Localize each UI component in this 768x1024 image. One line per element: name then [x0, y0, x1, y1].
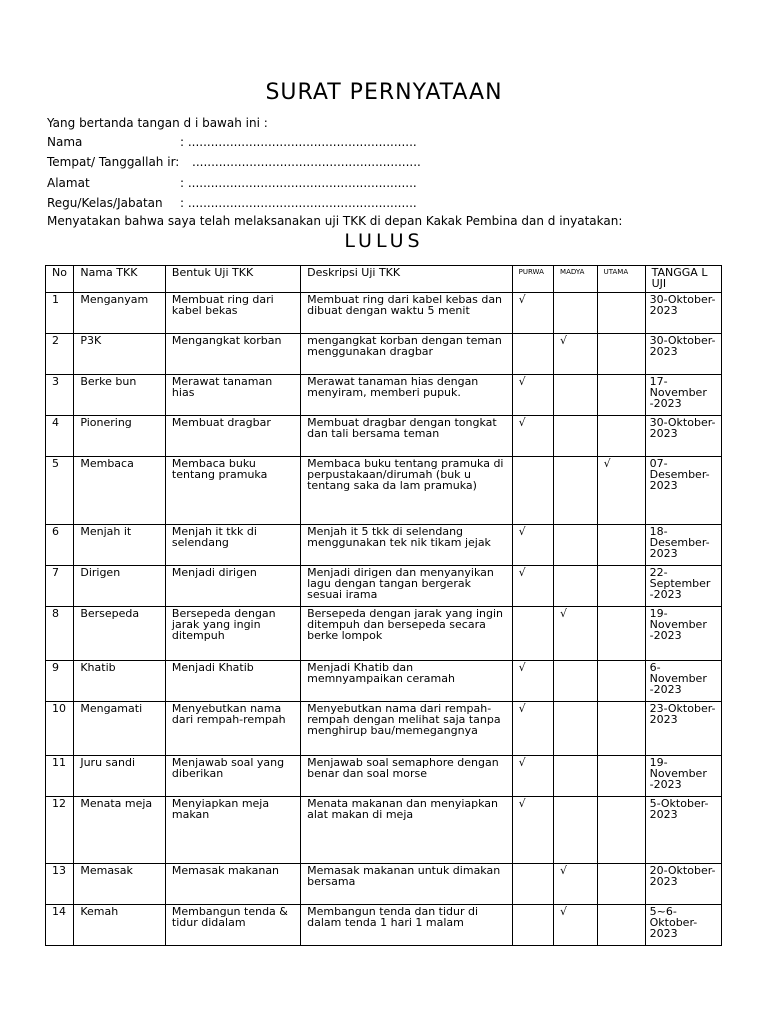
cell-no: 9	[46, 661, 74, 702]
cell-utama	[597, 756, 645, 797]
check-mark-icon: √	[603, 457, 611, 470]
cell-purwa	[512, 375, 553, 416]
cell-madya	[554, 525, 598, 566]
cell-utama	[597, 702, 645, 756]
cell-purwa	[512, 661, 553, 702]
cell-no: 12	[46, 797, 74, 864]
cell-utama	[597, 375, 645, 416]
cell-nama: Kemah	[74, 905, 166, 946]
cell-nama: Memasak	[74, 864, 166, 905]
cell-nama: Menata meja	[74, 797, 166, 864]
cell-purwa	[512, 525, 553, 566]
cell-nama: Juru sandi	[74, 756, 166, 797]
cell-deskripsi: Menjadi Khatib dan memnyampaikan ceramah	[301, 661, 513, 702]
cell-tanggal: 6-November -2023	[645, 661, 721, 702]
cell-madya	[554, 457, 598, 525]
cell-nama: Bersepeda	[74, 607, 166, 661]
cell-deskripsi: Menyebutkan nama dari rempah-rempah dengan melihat saja tanpa menghirup bau/memegangnya	[301, 702, 513, 756]
cell-tanggal: 19-November -2023	[645, 607, 721, 661]
table-row	[46, 416, 722, 457]
cell-no: 11	[46, 756, 74, 797]
cell-purwa	[512, 293, 553, 334]
cell-bentuk: Memasak makanan	[165, 864, 300, 905]
cell-nama: Mengamati	[74, 702, 166, 756]
cell-tanggal: 17-November -2023	[645, 375, 721, 416]
cell-madya	[554, 416, 598, 457]
cell-tanggal: 23-Oktober-2023	[645, 702, 721, 756]
cell-no: 2	[46, 334, 74, 375]
cell-nama: Berke bun	[74, 375, 166, 416]
cell-tanggal: 22-September -2023	[645, 566, 721, 607]
cell-deskripsi: Menjawab soal semaphore dengan benar dan soal morse	[301, 756, 513, 797]
field-value: : ............................................................	[180, 135, 417, 149]
table-row	[46, 797, 722, 864]
cell-madya	[554, 702, 598, 756]
cell-tanggal: 18-Desember-2023	[645, 525, 721, 566]
header-purwa: PURWA	[512, 266, 553, 293]
cell-no: 6	[46, 525, 74, 566]
table-row	[46, 457, 722, 525]
cell-tanggal: 30-Oktober-2023	[645, 416, 721, 457]
cell-purwa	[512, 334, 553, 375]
cell-deskripsi: Menjadi dirigen dan menyanyikan lagu dengan tangan bergerak sesuai irama	[301, 566, 513, 607]
result-heading: LULUS	[344, 230, 424, 252]
cell-bentuk: Menjawab soal yang diberikan	[165, 756, 300, 797]
field-label: Alamat	[47, 176, 90, 190]
table-header-row	[46, 266, 722, 293]
cell-bentuk: Membuat ring dari kabel bekas	[165, 293, 300, 334]
check-mark-icon: √	[560, 334, 568, 347]
cell-bentuk: Membaca buku tentang pramuka	[165, 457, 300, 525]
cell-madya	[554, 293, 598, 334]
check-mark-icon: √	[518, 797, 526, 810]
cell-bentuk: Menjadi dirigen	[165, 566, 300, 607]
check-mark-icon: √	[518, 702, 526, 715]
cell-madya	[554, 334, 598, 375]
cell-bentuk: Menyiapkan meja makan	[165, 797, 300, 864]
cell-bentuk: Bersepeda dengan jarak yang ingin ditempuh	[165, 607, 300, 661]
header-no: No	[46, 266, 74, 293]
check-mark-icon: √	[560, 607, 568, 620]
cell-no: 10	[46, 702, 74, 756]
cell-utama	[597, 525, 645, 566]
cell-utama	[597, 416, 645, 457]
cell-tanggal: 19-November -2023	[645, 756, 721, 797]
table-row	[46, 702, 722, 756]
tkk-table	[45, 265, 722, 946]
table-row	[46, 566, 722, 607]
cell-nama: Menganyam	[74, 293, 166, 334]
cell-no: 14	[46, 905, 74, 946]
check-mark-icon: √	[518, 293, 526, 306]
header-madya: MADYA	[554, 266, 598, 293]
field-value: : ............................................................	[180, 176, 417, 190]
cell-utama	[597, 293, 645, 334]
cell-no: 13	[46, 864, 74, 905]
cell-utama	[597, 607, 645, 661]
cell-tanggal: 30-Oktober-2023	[645, 293, 721, 334]
table-row	[46, 864, 722, 905]
cell-deskripsi: Membuat dragbar dengan tongkat dan tali bersama teman	[301, 416, 513, 457]
cell-deskripsi: Merawat tanaman hias dengan menyiram, memberi pupuk.	[301, 375, 513, 416]
table-row	[46, 525, 722, 566]
field-value: : ............................................................	[180, 196, 417, 210]
cell-deskripsi: Membuat ring dari kabel kebas dan dibuat dengan waktu 5 menit	[301, 293, 513, 334]
check-mark-icon: √	[560, 905, 568, 918]
check-mark-icon: √	[518, 525, 526, 538]
cell-purwa	[512, 416, 553, 457]
cell-purwa	[512, 566, 553, 607]
cell-deskripsi: Membaca buku tentang pramuka di perpustakaan/dirumah (buk u tentang saka da lam pramuka)	[301, 457, 513, 525]
check-mark-icon: √	[518, 661, 526, 674]
cell-nama: Khatib	[74, 661, 166, 702]
check-mark-icon: √	[518, 375, 526, 388]
cell-madya	[554, 756, 598, 797]
header-utama: UTAMA	[597, 266, 645, 293]
cell-nama: Dirigen	[74, 566, 166, 607]
cell-bentuk: Menyebutkan nama dari rempah-rempah	[165, 702, 300, 756]
cell-no: 7	[46, 566, 74, 607]
cell-madya	[554, 607, 598, 661]
cell-madya	[554, 864, 598, 905]
cell-purwa	[512, 797, 553, 864]
cell-nama: Pionering	[74, 416, 166, 457]
cell-tanggal: 5~6-Oktober-2023	[645, 905, 721, 946]
cell-tanggal: 5-Oktober-2023	[645, 797, 721, 864]
cell-purwa	[512, 864, 553, 905]
field-label: Nama	[47, 135, 83, 149]
cell-tanggal: 30-Oktober-2023	[645, 334, 721, 375]
table-row	[46, 607, 722, 661]
cell-madya	[554, 905, 598, 946]
cell-purwa	[512, 457, 553, 525]
page-title: SURAT PERNYATAAN	[265, 80, 503, 105]
cell-bentuk: Merawat tanaman hias	[165, 375, 300, 416]
cell-utama	[597, 566, 645, 607]
cell-no: 4	[46, 416, 74, 457]
table-row	[46, 905, 722, 946]
cell-purwa	[512, 905, 553, 946]
table-row	[46, 375, 722, 416]
cell-madya	[554, 566, 598, 607]
cell-bentuk: Mengangkat korban	[165, 334, 300, 375]
cell-utama	[597, 905, 645, 946]
cell-bentuk: Membuat dragbar	[165, 416, 300, 457]
cell-deskripsi: Memasak makanan untuk dimakan bersama	[301, 864, 513, 905]
cell-deskripsi: Menjah it 5 tkk di selendang menggunakan tek nik tikam jejak	[301, 525, 513, 566]
field-value: ............................................................	[192, 155, 421, 169]
field-label: Tempat/ Tanggallah ir:	[47, 155, 180, 169]
header-nama: Nama TKK	[74, 266, 166, 293]
table-row	[46, 756, 722, 797]
statement-text: Menyatakan bahwa saya telah melaksanakan uji TKK di depan Kakak Pembina dan d inyatakan:	[47, 214, 623, 228]
cell-bentuk: Menjah it tkk di selendang	[165, 525, 300, 566]
cell-deskripsi: Menata makanan dan menyiapkan alat makan di meja	[301, 797, 513, 864]
cell-no: 5	[46, 457, 74, 525]
cell-deskripsi: Membangun tenda dan tidur di dalam tenda 1 hari 1 malam	[301, 905, 513, 946]
cell-nama: P3K	[74, 334, 166, 375]
cell-tanggal: 20-Oktober-2023	[645, 864, 721, 905]
cell-utama	[597, 457, 645, 525]
check-mark-icon: √	[518, 756, 526, 769]
table-body	[46, 293, 722, 946]
table-row	[46, 334, 722, 375]
cell-utama	[597, 661, 645, 702]
table-row	[46, 293, 722, 334]
intro-text: Yang bertanda tangan d i bawah ini :	[47, 116, 268, 130]
cell-deskripsi: mengangkat korban dengan teman menggunakan dragbar	[301, 334, 513, 375]
check-mark-icon: √	[518, 566, 526, 579]
cell-utama	[597, 864, 645, 905]
cell-deskripsi: Bersepeda dengan jarak yang ingin ditempuh dan bersepeda secara berke lompok	[301, 607, 513, 661]
cell-no: 8	[46, 607, 74, 661]
cell-utama	[597, 797, 645, 864]
cell-bentuk: Menjadi Khatib	[165, 661, 300, 702]
header-deskripsi: Deskripsi Uji TKK	[301, 266, 513, 293]
cell-bentuk: Membangun tenda & tidur didalam	[165, 905, 300, 946]
header-tanggal: TANGGA L UJI	[645, 266, 721, 293]
cell-madya	[554, 797, 598, 864]
cell-madya	[554, 375, 598, 416]
cell-purwa	[512, 607, 553, 661]
cell-no: 1	[46, 293, 74, 334]
field-label: Regu/Kelas/Jabatan	[47, 196, 163, 210]
cell-nama: Membaca	[74, 457, 166, 525]
cell-no: 3	[46, 375, 74, 416]
cell-purwa	[512, 756, 553, 797]
cell-utama	[597, 334, 645, 375]
cell-madya	[554, 661, 598, 702]
table-row	[46, 661, 722, 702]
cell-nama: Menjah it	[74, 525, 166, 566]
check-mark-icon: √	[518, 416, 526, 429]
check-mark-icon: √	[560, 864, 568, 877]
header-bentuk: Bentuk Uji TKK	[165, 266, 300, 293]
cell-tanggal: 07-Desember-2023	[645, 457, 721, 525]
cell-purwa	[512, 702, 553, 756]
